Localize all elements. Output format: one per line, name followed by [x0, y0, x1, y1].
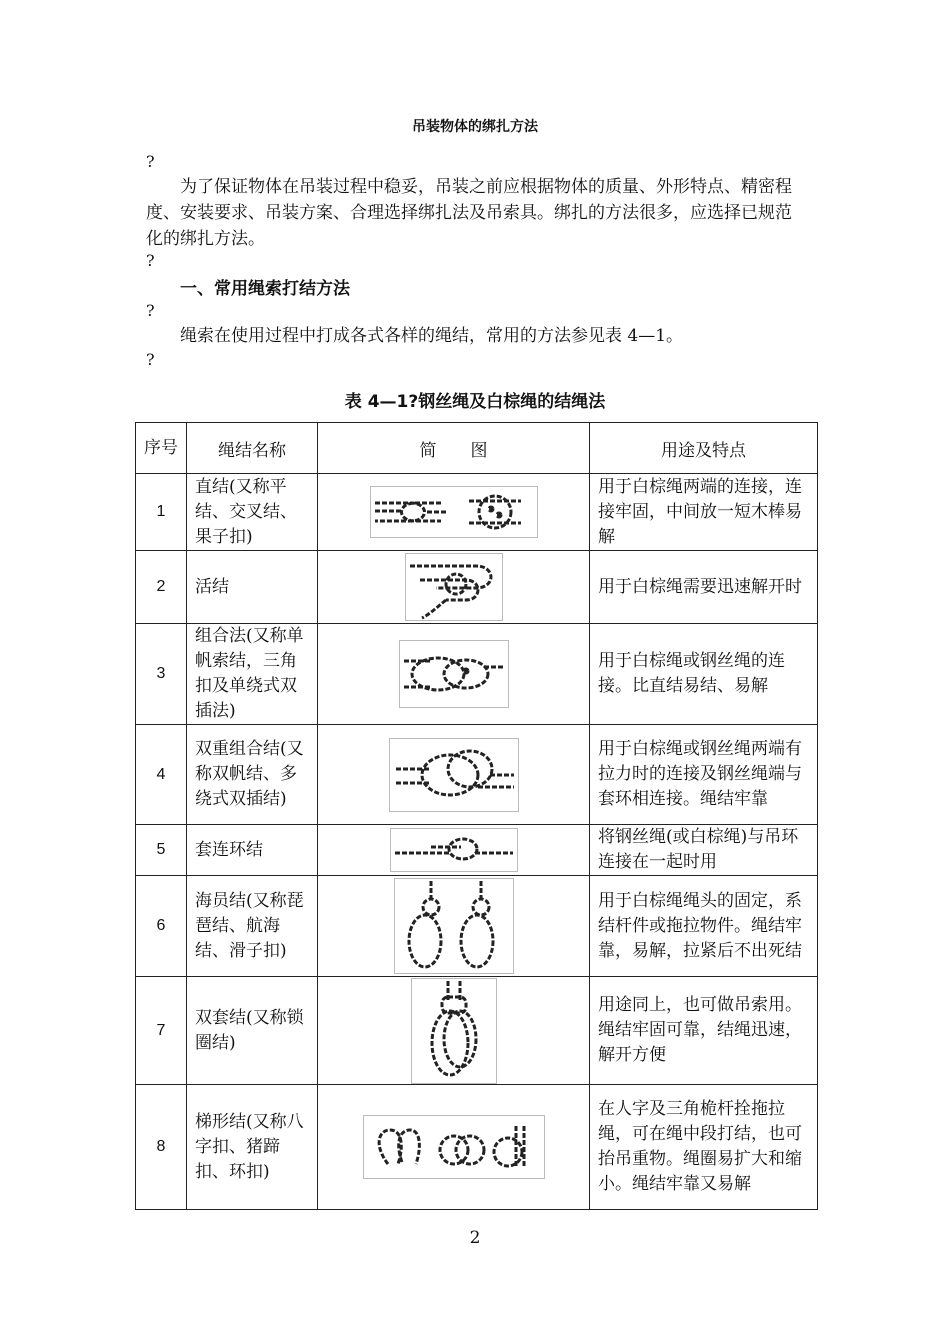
knot-table [135, 422, 818, 1210]
section-paragraph: 绳索在使用过程中打成各式各样的绳结，常用的方法参见表 4—1。 [180, 326, 684, 346]
knot-use: 用途同上，也可做吊索用。绳结牢固可靠，结绳迅速，解开方便 [590, 977, 818, 1085]
table-row [136, 1085, 818, 1210]
knot-name: 双重组合结(又称双帆结、多绕式双插结) [187, 725, 318, 825]
intro-paragraph: 为了保证物体在吊装过程中稳妥，吊装之前应根据物体的质量、外形特点、精密程度、安装要求、吊装方案、合理选择绑扎法及吊索具。绑扎的方法很多，应选择已规范化的绑扎方法。 [146, 177, 792, 249]
table-row [136, 825, 818, 876]
header-name: 绳结名称 [187, 423, 318, 474]
double-sheet-bend-icon [389, 738, 519, 812]
knot-name: 直结(又称平结、交叉结、果子扣) [187, 474, 318, 551]
placeholder-mark: ? [146, 251, 155, 270]
placeholder-mark: ? [146, 152, 155, 171]
row-number: 7 [136, 977, 187, 1085]
row-number: 3 [136, 624, 187, 725]
table-row [136, 551, 818, 624]
header-figure: 简 图 [318, 423, 590, 474]
row-number: 5 [136, 825, 187, 876]
header-number: 序号 [136, 423, 187, 474]
knot-name: 套连环结 [187, 825, 318, 876]
knot-use: 用于白棕绳两端的连接，连接牢固，中间放一短木棒易解 [590, 474, 818, 551]
knot-use: 用于白棕绳需要迅速解开时 [590, 551, 818, 624]
row-number: 8 [136, 1085, 187, 1210]
page-number: 2 [469, 1228, 481, 1248]
table-row [136, 474, 818, 551]
row-number: 2 [136, 551, 187, 624]
square-knot-icon [370, 486, 538, 538]
knot-use: 用于白棕绳绳头的固定，系结杆件或拖拉物件。绳结牢靠，易解，拉紧后不出死结 [590, 876, 818, 977]
slip-knot-icon [405, 553, 503, 621]
knot-name: 梯形结(又称八字扣、猪蹄扣、环扣) [187, 1085, 318, 1210]
table-row [136, 624, 818, 725]
knot-name: 活结 [187, 551, 318, 624]
header-use: 用途及特点 [590, 423, 818, 474]
table-caption: 表 4—1?钢丝绳及白棕绳的结绳法 [344, 392, 606, 412]
section-heading: 一、常用绳索打结方法 [180, 279, 350, 299]
knot-name: 组合法(又称单帆索结，三角扣及单绕式双插法) [187, 624, 318, 725]
knot-use: 在人字及三角桅杆拴拖拉绳，可在绳中段打结，也可抬吊重物。绳圈易扩大和缩小。绳结牢靠又易解 [590, 1085, 818, 1210]
row-number: 6 [136, 876, 187, 977]
table-row [136, 725, 818, 825]
knot-name: 海员结(又称琵琶结、航海结、滑子扣) [187, 876, 318, 977]
placeholder-mark: ? [146, 350, 155, 369]
placeholder-mark: ? [146, 301, 155, 320]
table-row [136, 977, 818, 1085]
knot-name: 双套结(又称锁圈结) [187, 977, 318, 1085]
row-number: 1 [136, 474, 187, 551]
table-row [136, 876, 818, 977]
table-header-row [136, 423, 818, 474]
clove-hitch-icon [363, 1115, 545, 1179]
knot-use: 用于白棕绳或钢丝绳的连接。比直结易结、易解 [590, 624, 818, 725]
document-title: 吊装物体的绑扎方法 [412, 119, 538, 135]
knot-use: 用于白棕绳或钢丝绳两端有拉力时的连接及钢丝绳端与套环相连接。绳结牢靠 [590, 725, 818, 825]
sheet-bend-icon [399, 640, 509, 708]
ring-hitch-icon [390, 828, 518, 872]
double-loop-icon [411, 978, 497, 1084]
row-number: 4 [136, 725, 187, 825]
knot-use: 将钢丝绳(或白棕绳)与吊环连接在一起时用 [590, 825, 818, 876]
bowline-icon [394, 878, 514, 974]
